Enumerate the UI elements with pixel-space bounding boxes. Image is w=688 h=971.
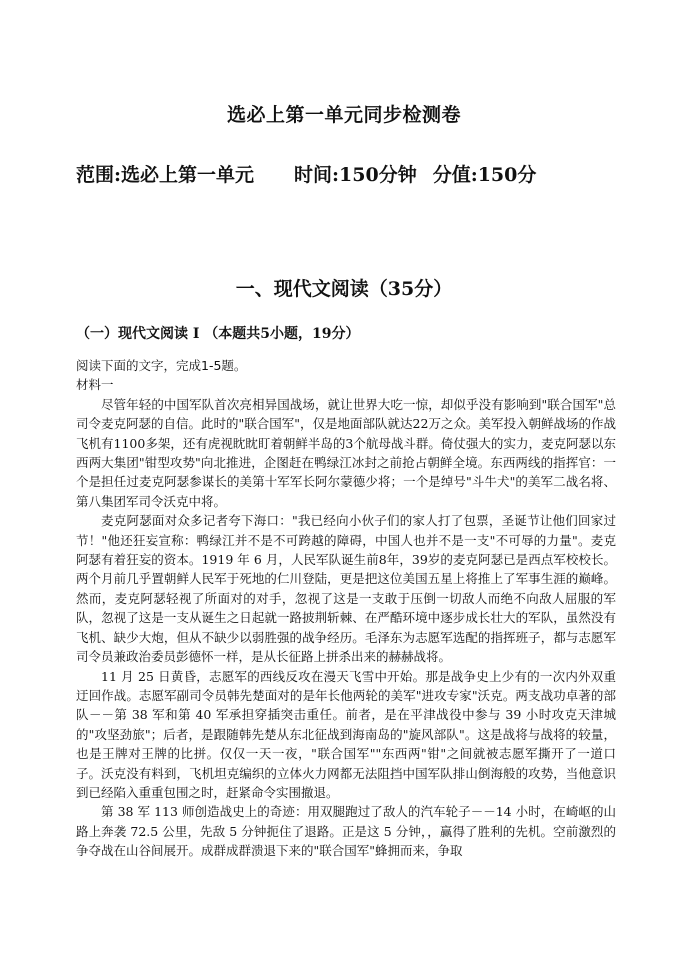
subsection-title: （一）现代文阅读 I （本题共5小题，19分）: [76, 326, 360, 342]
document-title: 选必上第一单元同步检测卷: [226, 104, 461, 126]
paragraph-4: 第 38 军 113 师创造战史上的奇迹：用双腿跑过了敌人的汽车轮子－－14 小时，在崎岖的山路上奔袭 72.5 公里，先敌 5 分钟扼住了退路。正是这 5 分钟，，赢得了胜利的先机。空前激烈的争夺战在山谷间展开。成群成群溃退下来的"联合国军"蜂拥而来，争取: [76, 804, 616, 859]
paragraph-2: 麦克阿瑟面对众多记者夸下海口："我已经向小伙子们的家人打了包票，圣诞节让他们回家过节！"他还狂妄宣称：鸭绿江并不是不可跨越的障碍，中国人也并不是一支"不可辱的力量"。麦克阿瑟有着狂妄的资本。1919 年 6 月，人民军队诞生前8年，39岁的麦克阿瑟已是西点军校校长。两个月前几乎置朝鲜人民军于死地的仁川登陆，更是把这位美国五星上将推上了军事生涯的巅峰。然而，麦克阿瑟轻视了所面对的对手，忽视了这是一支敢于压倒一切敌人而绝不向敌人屈服的军队，忽视了这是一支从诞生之日起就一路披荆斩棘、在严酷环境中逐步成长壮大的军队，虽然没有飞机、缺少大炮，但从不缺少以弱胜强的战争经历。毛泽东为志愿军选配的指挥班子，都与志愿军司令员兼政治委员彭德怀一样，是从长征路上拼杀出来的赫赫战将。: [76, 513, 616, 665]
reading-material: [76, 356, 616, 861]
exam-time: 时间:150分钟: [294, 164, 417, 186]
paragraph-3: 11 月 25 日黄昏，志愿军的西线反攻在漫天飞雪中开始。那是战争史上少有的一次内外双重迂回作战。志愿军副司令员韩先楚面对的是年长他两轮的美军"进攻专家"沃克。两支战功卓著的部队－－第 38 军和第 40 军承担穿插突击重任。前者，是在平津战役中参与 39 小时攻克天津城的"攻坚劲旅"；后者，是跟随韩先楚从东北征战到海南岛的"旋风部队"。这是战将与战将的较量，也是王牌对王牌的比拼。仅仅一天一夜，"联合国军""东西两"钳"之间就被志愿军撕开了一道口子。沃克没有料到，飞机坦克编织的立体火力网都无法阻挡中国军队排山倒海般的攻势，当他意识到已经陷入重重包围之时，赶紧命令实围撤退。: [76, 668, 616, 800]
material-label: 材料一: [76, 377, 114, 393]
exam-score: 分值:150分: [432, 164, 537, 186]
paragraph-1: 尽管年轻的中国军队首次亮相异国战场，就让世界大吃一惊，却似乎没有影响到"联合国军"总司令麦克阿瑟的自信。此时的"联合国军"，仅是地面部队就达22万之众。美军投入朝鲜战场的作战飞机有1100多架，还有虎视眈眈盯着朝鲜半岛的3个航母战斗群。倚仗强大的实力，麦克阿瑟以东西两大集团"钳型攻势"向北推进，企图赶在鸭绿江冰封之前抢占朝鲜全境。东西两线的指挥官：一个是担任过麦克阿瑟参谋长的美第十军军长阿尔蒙德少将；一个是绰号"斗牛犬"的美军二战名将、第八集团军司令沃克中将。: [76, 396, 616, 509]
exam-meta-line: [76, 160, 536, 187]
section-title: 一、现代文阅读（35分）: [235, 278, 453, 300]
exam-scope: 范围:选必上第一单元: [76, 164, 255, 186]
instruction-text: 阅读下面的文字，完成1-5题。: [76, 358, 247, 373]
